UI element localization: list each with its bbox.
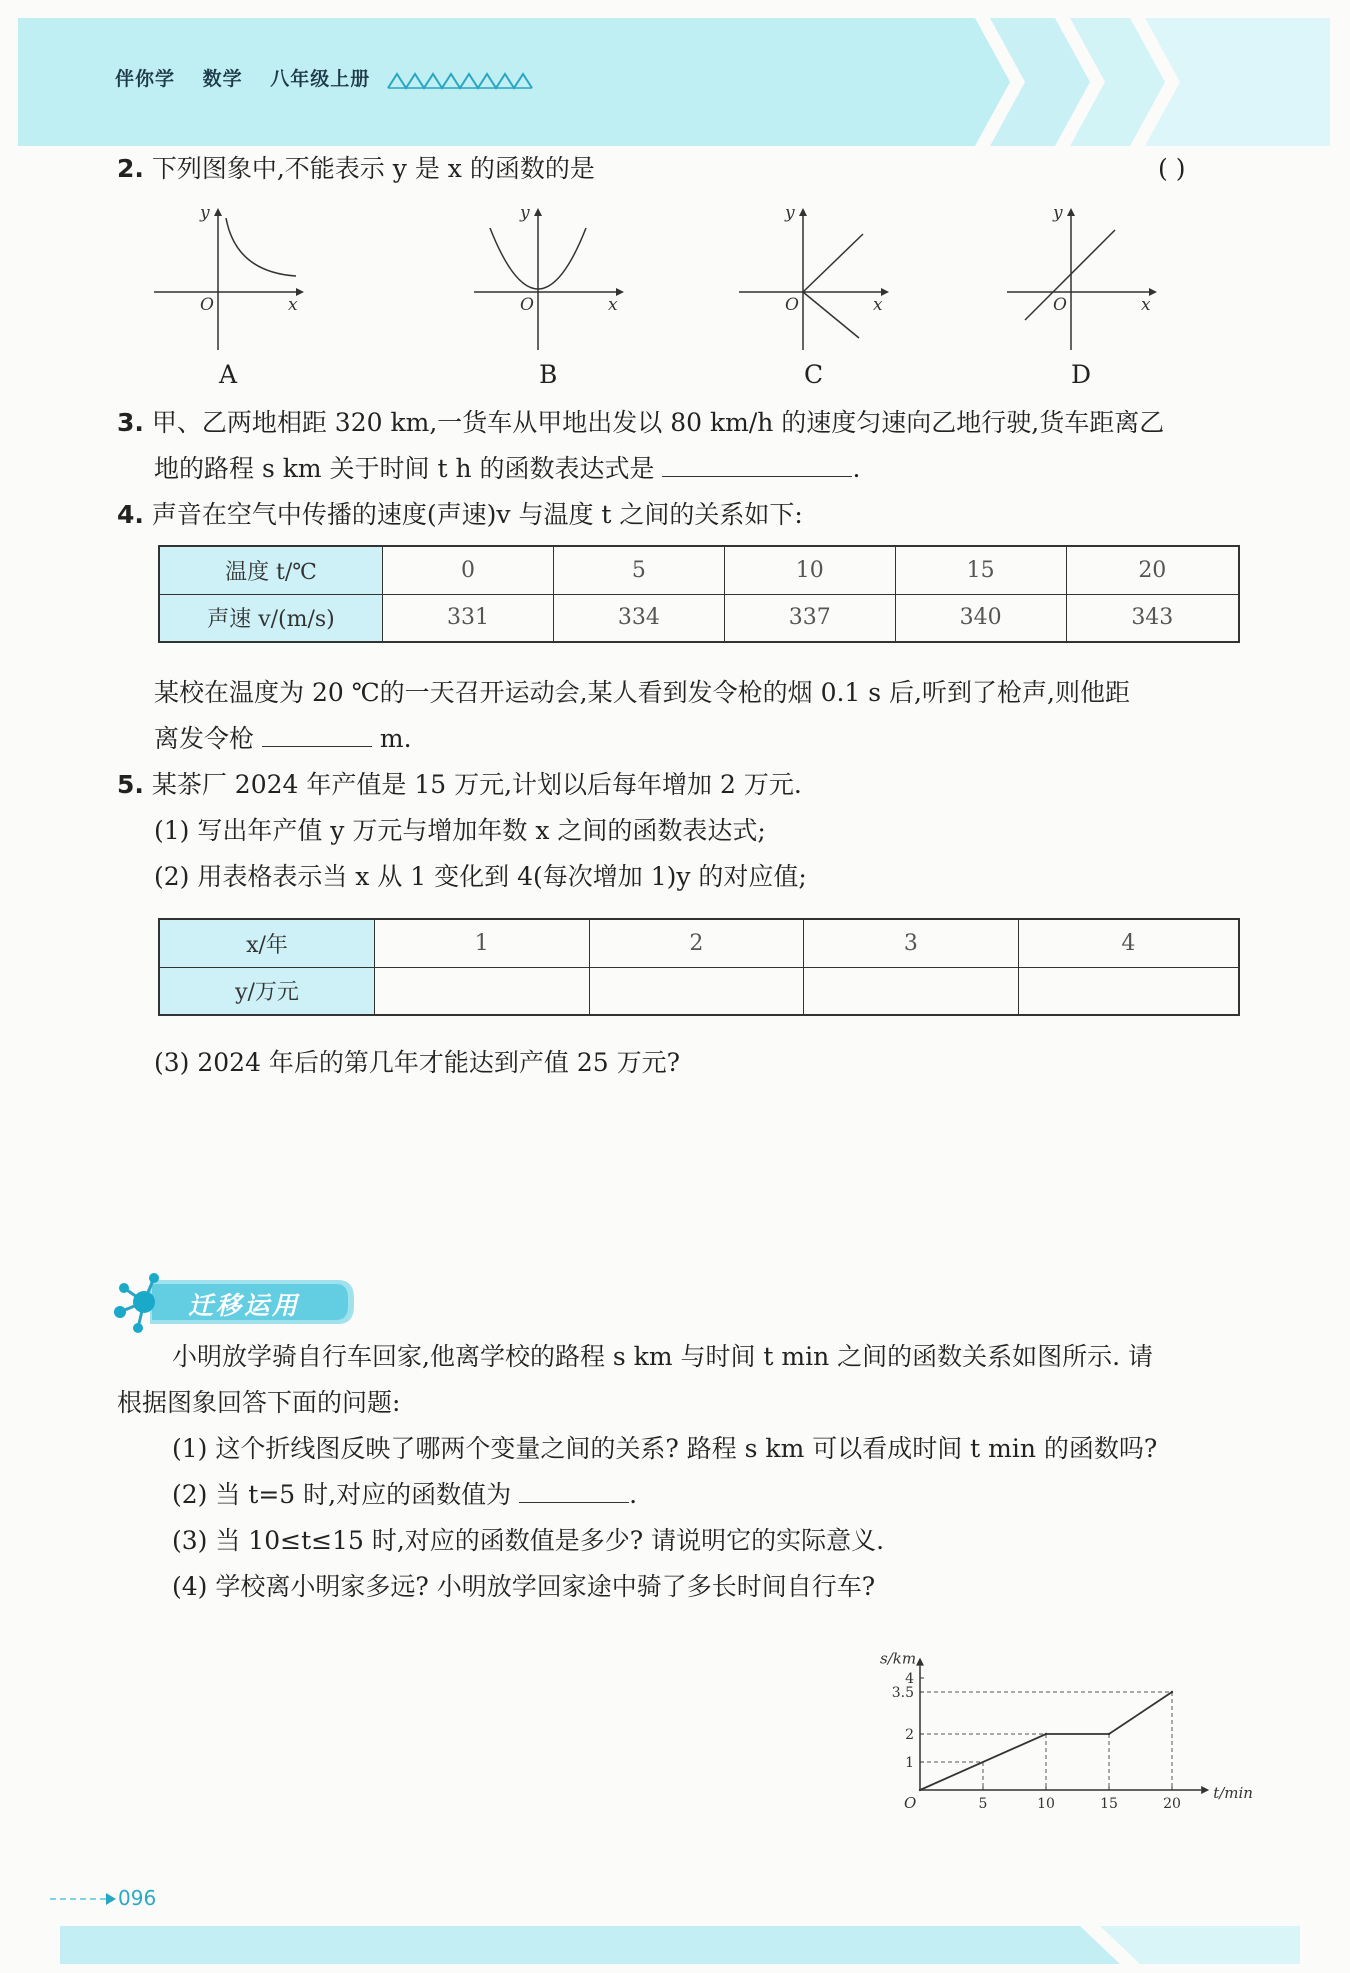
q3-number: 3. bbox=[117, 408, 144, 437]
y-axis-label: s/km bbox=[880, 1649, 917, 1668]
q4-number: 4. bbox=[117, 500, 144, 529]
page-number: 096 bbox=[118, 1886, 157, 1910]
graph-d-caption: D bbox=[1071, 360, 1092, 389]
x-label: x bbox=[873, 295, 883, 315]
header-grade: 八年级上册 bbox=[270, 68, 371, 90]
table-cell: 1 bbox=[375, 919, 590, 967]
footer-band bbox=[0, 1920, 1350, 1970]
graph-d bbox=[1003, 200, 1163, 360]
header-subject: 数学 bbox=[202, 68, 243, 90]
y-axis-arrow bbox=[916, 1658, 924, 1666]
table-cell: 331 bbox=[383, 594, 554, 642]
x-axis-label: t/min bbox=[1213, 1784, 1253, 1802]
y-tick-label: 2 bbox=[905, 1727, 914, 1743]
q3-line1 bbox=[117, 406, 1164, 440]
q4-body-2 bbox=[154, 722, 412, 756]
y-label: y bbox=[785, 203, 795, 223]
header-book: 伴你学 bbox=[115, 68, 176, 90]
q6-answer-blank[interactable] bbox=[519, 1478, 629, 1503]
data-point bbox=[1045, 1733, 1047, 1735]
table-cell: 340 bbox=[895, 594, 1066, 642]
origin-label: O bbox=[785, 295, 799, 315]
q6-sub3: (3) 当 10≤t≤15 时,对应的函数值是多少? 请说明它的实际意义. bbox=[172, 1526, 885, 1555]
table-answer-cell[interactable] bbox=[804, 967, 1019, 1015]
origin-label: O bbox=[200, 295, 214, 315]
q4-stem bbox=[117, 498, 803, 532]
line bbox=[1025, 230, 1115, 320]
q5-sub1: (1) 写出年产值 y 万元与增加年数 x 之间的函数表达式; bbox=[154, 816, 766, 845]
table-answer-cell[interactable] bbox=[1018, 967, 1239, 1015]
q5-sub2: (2) 用表格表示当 x 从 1 变化到 4(每次增加 1)y 的对应值; bbox=[154, 862, 807, 891]
q5-text: 某茶厂 2024 年产值是 15 万元,计划以后每年增加 2 万元. bbox=[151, 770, 802, 799]
q4-answer-blank[interactable] bbox=[262, 722, 372, 747]
y-label: y bbox=[1053, 203, 1063, 223]
q5-stem bbox=[117, 768, 802, 802]
data-point bbox=[919, 1789, 921, 1791]
table-row bbox=[159, 967, 1239, 1015]
x-tick-label: 20 bbox=[1163, 1796, 1181, 1812]
table-header-cell: y/万元 bbox=[159, 967, 375, 1015]
data-point bbox=[1171, 1691, 1173, 1693]
y-tick-label: 3.5 bbox=[891, 1685, 914, 1701]
q4-text: 声音在空气中传播的速度(声速)v 与温度 t 之间的关系如下: bbox=[151, 500, 803, 529]
q3-text-1: 甲、乙两地相距 320 km,一货车从甲地出发以 80 km/h 的速度匀速向乙地行驶,货车距离乙 bbox=[151, 408, 1165, 437]
table-cell: 2 bbox=[589, 919, 804, 967]
q5-table bbox=[158, 918, 1240, 1016]
origin-label: O bbox=[1053, 295, 1067, 315]
q6-period: . bbox=[629, 1480, 638, 1509]
y-tick-label: 1 bbox=[905, 1755, 914, 1771]
q4-text-2: 离发令枪 bbox=[154, 724, 255, 753]
q2-answer-paren: ( ) bbox=[1158, 154, 1186, 183]
table-header-cell: x/年 bbox=[159, 919, 375, 967]
graph-a-caption: A bbox=[219, 360, 238, 389]
x-label: x bbox=[288, 295, 298, 315]
graph-b-caption: B bbox=[539, 360, 558, 389]
y-label: y bbox=[200, 203, 210, 223]
table-cell: 334 bbox=[553, 594, 724, 642]
table-row bbox=[159, 594, 1239, 642]
data-point bbox=[1108, 1733, 1110, 1735]
q2-stem bbox=[117, 152, 595, 186]
distance-time-chart bbox=[870, 1620, 1260, 1820]
q5-number: 5. bbox=[117, 770, 144, 799]
table-cell: 3 bbox=[804, 919, 1019, 967]
ray-down bbox=[803, 292, 859, 338]
q4-table bbox=[158, 545, 1240, 643]
q3-text-2: 地的路程 s km 关于时间 t h 的函数表达式是 bbox=[154, 454, 655, 483]
graph-a bbox=[150, 200, 310, 360]
table-cell: 0 bbox=[383, 546, 554, 594]
table-cell: 343 bbox=[1066, 594, 1239, 642]
table-row bbox=[159, 919, 1239, 967]
ray-up bbox=[803, 234, 863, 292]
q2-text: 下列图象中,不能表示 y 是 x 的函数的是 bbox=[151, 154, 595, 183]
q3-answer-blank[interactable] bbox=[662, 452, 852, 477]
y-tick-label: 4 bbox=[905, 1671, 914, 1687]
section-title: 迁移运用 bbox=[188, 1291, 301, 1320]
origin-label: O bbox=[520, 295, 534, 315]
q4-unit: m. bbox=[379, 724, 412, 753]
q6-sub2-text: (2) 当 t=5 时,对应的函数值为 bbox=[172, 1480, 512, 1509]
y-label: y bbox=[520, 203, 530, 223]
header-title bbox=[115, 64, 390, 91]
q3-period: . bbox=[852, 454, 861, 483]
x-label: x bbox=[608, 295, 618, 315]
q3-line2 bbox=[154, 452, 860, 486]
table-row bbox=[159, 546, 1239, 594]
graph-c bbox=[735, 200, 895, 360]
graph-b bbox=[470, 200, 630, 360]
table-cell: 20 bbox=[1066, 546, 1239, 594]
table-cell: 337 bbox=[724, 594, 895, 642]
table-answer-cell[interactable] bbox=[375, 967, 590, 1015]
table-cell: 4 bbox=[1018, 919, 1239, 967]
table-header-cell: 温度 t/℃ bbox=[159, 546, 383, 594]
q6-sub2 bbox=[172, 1478, 637, 1512]
x-axis-arrow bbox=[1201, 1786, 1209, 1794]
table-cell: 15 bbox=[895, 546, 1066, 594]
table-cell: 5 bbox=[553, 546, 724, 594]
q5-sub3: (3) 2024 年后的第几年才能达到产值 25 万元? bbox=[154, 1048, 681, 1077]
q2-number: 2. bbox=[117, 154, 144, 183]
table-cell: 10 bbox=[724, 546, 895, 594]
table-header-cell: 声速 v/(m/s) bbox=[159, 594, 383, 642]
graph-c-caption: C bbox=[804, 360, 824, 389]
origin-label: O bbox=[904, 1794, 917, 1812]
curve bbox=[226, 218, 296, 276]
page-arrow-icon bbox=[48, 1888, 118, 1910]
q6-intro-1: 小明放学骑自行车回家,他离学校的路程 s km 与时间 t min 之间的函数关系如图所示. 请 bbox=[172, 1342, 1154, 1371]
x-tick-label: 15 bbox=[1100, 1796, 1118, 1812]
table-answer-cell[interactable] bbox=[589, 967, 804, 1015]
q6-sub4: (4) 学校离小明家多远? 小明放学回家途中骑了多长时间自行车? bbox=[172, 1572, 876, 1601]
x-tick-label: 5 bbox=[978, 1796, 988, 1812]
q6-intro-2: 根据图象回答下面的问题: bbox=[117, 1388, 401, 1417]
x-tick-label: 10 bbox=[1037, 1796, 1055, 1812]
x-label: x bbox=[1141, 295, 1151, 315]
q6-sub1: (1) 这个折线图反映了哪两个变量之间的关系? 路程 s km 可以看成时间 t min 的函数吗? bbox=[172, 1434, 1158, 1463]
q4-body-1: 某校在温度为 20 ℃的一天召开运动会,某人看到发令枪的烟 0.1 s 后,听到了枪声,则他距 bbox=[154, 678, 1130, 707]
